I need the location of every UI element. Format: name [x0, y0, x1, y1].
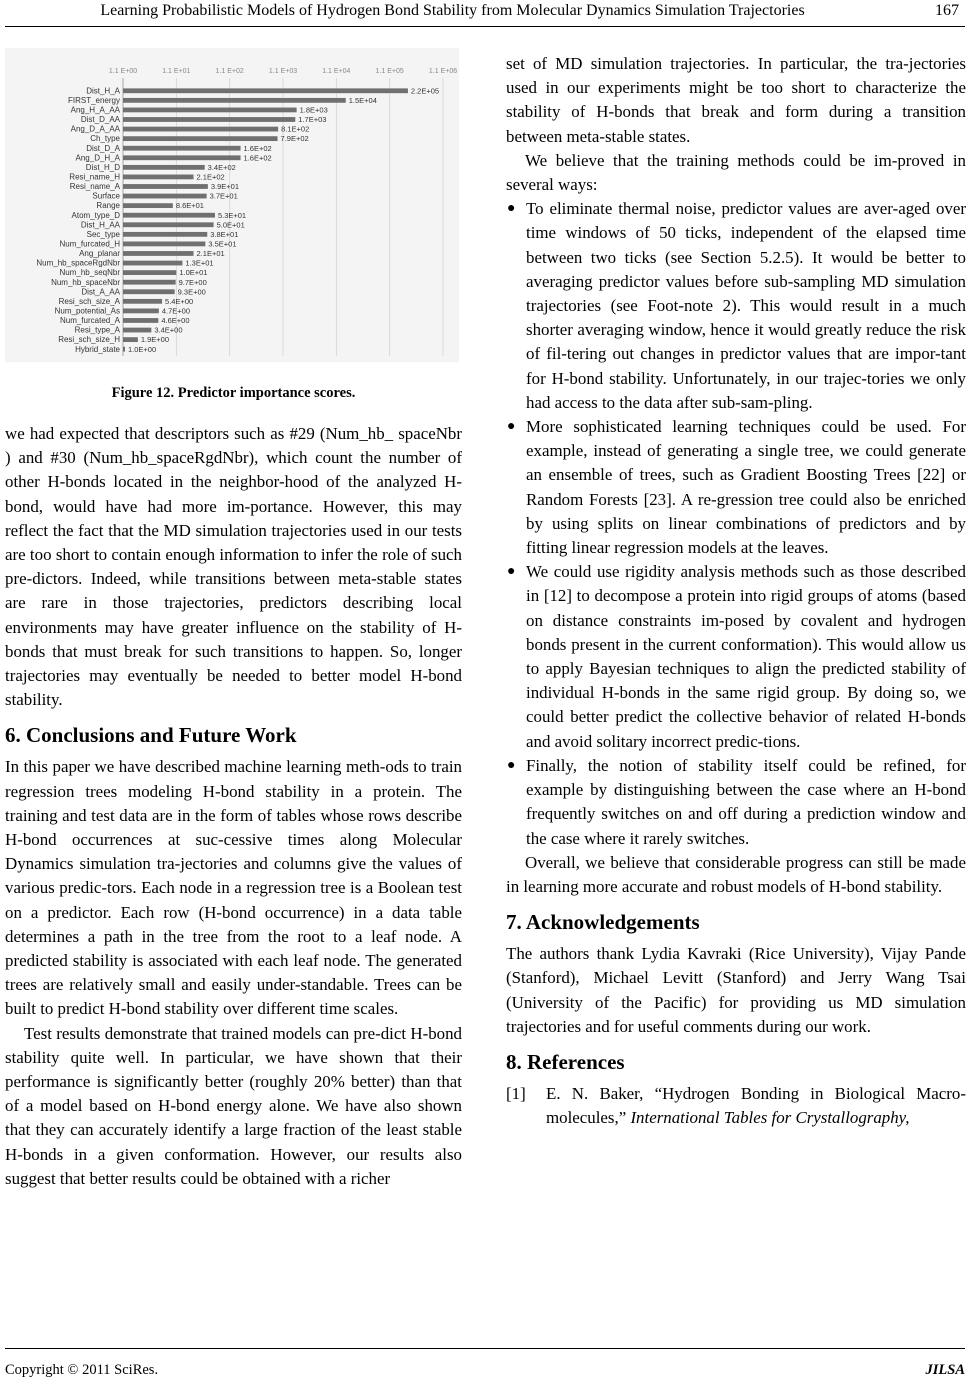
category-label: Resi_type_A [74, 325, 120, 335]
page-header [0, 2, 969, 24]
paragraph: we had expected that descriptors such as #29 (Num_hb_ spaceNbr ) and #30 (Num_hb_spaceRgdNbr), which count the number of other H-bonds located in the neighbor-hood of the analyzed H-bond, would have had more im-portance. However, this may reflect the fact that the MD simulation trajectories used in our tests are too short to contain enough information to infer the role of such pre-dictors. Indeed, while transitions between meta-stable states are rare in those trajectories, predictors describing local environments may have greater influence on the stability of H-bonds that must break for such transitions to happen. So, longer trajectories may eventually be needed to better model H-bond stability. [5, 424, 462, 710]
category-label: Range [96, 201, 120, 211]
value-label: 2.1E+02 [196, 172, 225, 182]
left-column [5, 48, 462, 1191]
page-number: 167 [935, 2, 959, 19]
category-label: Ang_D_A_AA [70, 124, 120, 134]
bar [123, 136, 278, 141]
value-label: 1.8E+03 [299, 105, 328, 115]
bar [123, 108, 297, 113]
running-title: Learning Probabilistic Models of Hydrogen Bond Stability from Molecular Dynamics Simulation Trajectories [100, 2, 805, 19]
bar [123, 184, 208, 189]
value-label: 3.5E+01 [208, 239, 237, 249]
bar [123, 222, 214, 227]
value-label: 4.7E+00 [161, 306, 191, 316]
bar [123, 127, 278, 132]
category-label: Resi_sch_size_H [58, 335, 120, 345]
journal-name: JILSA [925, 1362, 965, 1378]
section-heading-8: 8. References [506, 1049, 625, 1074]
value-label: 3.9E+01 [210, 182, 240, 192]
bar [123, 308, 159, 313]
value-label: 1.6E+02 [243, 143, 272, 153]
tick-label: 1.1 E+04 [322, 68, 351, 75]
paragraph: set of MD simulation trajectories. In particular, the tra-jectories used in our experiments might be too short to characterize the stability of H-bonds that break and form during a transition between meta-stable states. [506, 54, 966, 146]
category-label: FIRST_energy [67, 95, 120, 105]
bar [123, 289, 175, 294]
header-rule [5, 26, 965, 27]
value-label: 1.6E+02 [243, 153, 272, 163]
tick-label: 1.1 E+01 [162, 68, 191, 75]
bullet-icon: ● [507, 564, 516, 580]
value-label: 8.1E+02 [281, 124, 310, 134]
bar [123, 347, 125, 352]
bar [123, 194, 207, 199]
list-item [506, 197, 966, 415]
paragraph: The authors thank Lydia Kavraki (Rice University), Vijay Pande (Stanford), Michael Levitt (Stanford) and Jerry Wang Tsai (University of the Pacific) for providing us MD simulation trajectories and for useful comments during our work. [506, 944, 966, 1036]
paragraph: Test results demonstrate that trained models can pre-dict H-bond stability quite well. In particular, we have shown that their performance is significantly better (roughly 20% better) than that of a model based on H-bond energy alone. We have also shown that they can accurately identify a large fraction of the least stable H-bonds in a given conformation. However, our results also suggest that better results could be obtained with a richer [5, 1023, 462, 1188]
category-label: Num_hb_spaceRgdNbr [36, 258, 120, 268]
bar [123, 175, 194, 180]
category-label: Dist_H_AA [80, 220, 120, 230]
footer-rule [5, 1348, 965, 1349]
category-label: Dist_H_A [86, 86, 120, 96]
category-label: Dist_D_A [86, 143, 120, 153]
list-item [506, 560, 966, 754]
list-item [506, 754, 966, 851]
reference-number: [1] [506, 1083, 526, 1103]
value-label: 1.3E+01 [185, 258, 214, 268]
category-label: Hybrid_state [75, 344, 120, 354]
category-label: Ch_type [90, 134, 120, 144]
bar [123, 280, 176, 285]
bar [123, 155, 241, 160]
category-label: Ang_H_A_AA [70, 105, 120, 115]
category-label: Resi_name_A [69, 182, 120, 192]
value-label: 9.7E+00 [178, 277, 207, 287]
value-label: 1.0E+01 [179, 268, 208, 278]
value-label: 1.9E+00 [140, 335, 170, 345]
bar [123, 146, 241, 151]
value-label: 1.7E+03 [298, 115, 327, 125]
list-item-text: Finally, the notion of stability itself could be refined, for example by distinguishing between the case where an H-bond frequently switches on and off during a prediction window and the case where it rarely switches. [526, 755, 966, 848]
tick-label: 1.1 E+06 [428, 68, 458, 75]
bar [123, 270, 176, 275]
category-label: Sec_type [86, 229, 120, 239]
value-label: 7.9E+02 [280, 134, 309, 144]
category-label: Dist_H_D [85, 162, 120, 172]
tick-label: 1.1 E+00 [108, 68, 138, 75]
bar [123, 242, 205, 247]
bar [123, 98, 346, 103]
category-label: Resi_sch_size_A [58, 296, 120, 306]
category-label: Num_hb_seqNbr [59, 268, 120, 278]
tick-label: 1.1 E+05 [375, 68, 404, 75]
paragraph: In this paper we have described machine learning meth-ods to train regression trees modeling H-bond stability in a protein. The training and test data are in the form of tables whose rows describe H-bond occurrences at suc-cessive times along Molecular Dynamics simulation tra-jectories and columns give the values of various predic-tors. Each node in a regression tree is a Boolean test on a predictor. Each row (H-bond occurrence) in a data table determines a path in the tree from the root to a leaf node. A predicted stability is associated with each leaf node. The generated trees are relatively small and easily under-standable. Trees can be built to predict H-bond stability over different time scales. [5, 757, 462, 1019]
value-label: 5.4E+00 [165, 296, 194, 306]
category-label: Dist_D_AA [80, 115, 120, 125]
category-label: Num_furcated_A [59, 316, 120, 326]
bar [123, 117, 295, 122]
value-label: 9.3E+00 [177, 287, 206, 297]
value-label: 1.5E+04 [348, 95, 377, 105]
tick-label: 1.1 E+03 [268, 68, 298, 75]
value-label: 2.2E+05 [410, 86, 440, 96]
reference-item [506, 1082, 966, 1130]
bullet-icon: ● [507, 419, 516, 435]
value-label: 3.4E+02 [207, 162, 236, 172]
category-label: Ang_planar [79, 249, 120, 259]
bar [123, 165, 205, 170]
figure-12 [5, 48, 459, 362]
value-label: 5.3E+01 [217, 210, 247, 220]
tick-label: 1.1 E+02 [215, 68, 244, 75]
paragraph: Overall, we believe that considerable progress can still be made in learning more accurate and robust models of H-bond stability. [506, 852, 966, 896]
value-label: 5.0E+01 [216, 220, 245, 230]
bar [123, 318, 158, 323]
value-label: 3.4E+00 [154, 325, 183, 335]
list-item-text: To eliminate thermal noise, predictor values are aver-aged over time windows of 50 ticks, independent of the elapsed time between two ticks (see Section 5.2.5). It would be better to averaging predictor values before sub-sampling MD simulation trajectories (see Foot-note 2). This would result in a much shorter averaging window, hence it would greatly reduce the risk of fil-tering out changes in predictor values that are impor-tant for H-bond stability. Unfortunately, in our trajec-tories we only had access to the data after sub-sam-pling. [526, 199, 966, 412]
category-label: Num_furcated_H [59, 239, 120, 249]
bar [123, 251, 194, 256]
bar [123, 261, 182, 266]
list-item-text: More sophisticated learning techniques could be used. For example, instead of generating a single tree, we could generate an ensemble of trees, such as Gradient Boosting Trees [22] or Random Forests [23]. A re-gression tree could also be enriched by using splits on linear combinations of predictors and by fitting linear regression models at the leaves. [526, 417, 966, 558]
bullet-icon: ● [507, 757, 516, 773]
copyright: Copyright © 2011 SciRes. [5, 1362, 159, 1378]
bar [123, 328, 151, 333]
reference-text: E. N. Baker, “Hydrogen Bonding in Biological Macro-molecules,” [546, 1083, 966, 1128]
bullet-icon: ● [507, 201, 516, 217]
improvement-list [506, 197, 966, 850]
list-item [506, 415, 966, 560]
bar [123, 203, 173, 208]
category-label: Atom_type_D [71, 210, 120, 220]
list-item-text: We could use rigidity analysis methods such as those described in [12] to decompose a protein into rigid groups of atoms (based on distance constraints im-posed by covalent and hydrogen bonds present in the current conformation). This would allow us to apply Bayesian techniques to align the predicted stability of individual H-bonds in the same rigid group. By doing so, we could better predict the collective behavior of related H-bonds and avoid solitary incorrect predic-tions. [526, 562, 966, 751]
bar [123, 337, 138, 342]
figure-caption: Figure 12. Predictor importance scores. [111, 385, 356, 401]
value-label: 3.8E+01 [210, 229, 239, 239]
section-heading-6: 6. Conclusions and Future Work [5, 723, 297, 748]
value-label: 8.6E+01 [175, 201, 204, 211]
value-label: 2.1E+01 [196, 249, 225, 259]
category-label: Num_hb_spaceNbr [51, 277, 120, 287]
category-label: Ang_D_H_A [75, 153, 120, 163]
value-label: 3.7E+01 [209, 191, 238, 201]
category-label: Num_potential_As [54, 306, 120, 316]
predictor-importance-chart [5, 48, 459, 362]
bar [123, 299, 162, 304]
category-label: Surface [92, 191, 120, 201]
value-label: 1.0E+00 [128, 344, 157, 354]
bar [123, 213, 215, 218]
bar [123, 232, 207, 237]
right-column [506, 52, 966, 1130]
reference-journal: International Tables for Crystallography, [630, 1108, 910, 1128]
category-label: Dist_A_AA [81, 287, 120, 297]
category-label: Resi_name_H [69, 172, 120, 182]
paragraph: We believe that the training methods could be im-proved in several ways: [506, 150, 966, 195]
value-label: 4.6E+00 [161, 316, 190, 326]
bar [123, 88, 408, 93]
section-heading-7: 7. Acknowledgements [506, 910, 700, 935]
